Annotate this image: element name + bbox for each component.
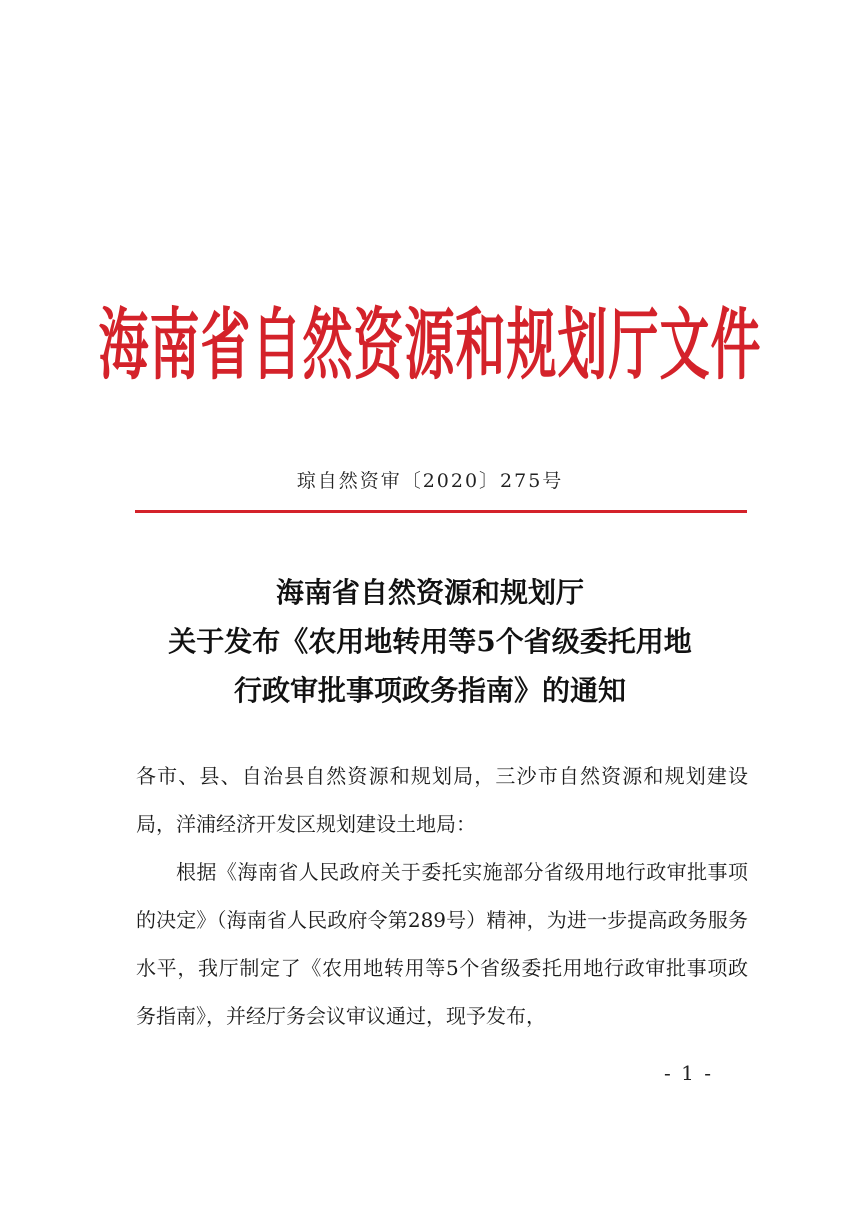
document-number: 琼自然资审〔2020〕275号	[296, 470, 564, 492]
notice-title-line-1: 海南省自然资源和规划厅	[275, 576, 584, 609]
document-header-title: 海南省自然资源和规划厅文件	[98, 300, 762, 390]
page-number: - 1 -	[664, 1061, 713, 1085]
notice-title-line-2: 关于发布《农用地转用等5个省级委托用地	[168, 625, 692, 658]
header-divider-rule	[135, 510, 747, 513]
notice-title	[0, 568, 860, 715]
addressee-paragraph: 各市、县、自治县自然资源和规划局，三沙市自然资源和规划建设局，洋浦经济开发区规划建设土地局：	[136, 764, 748, 836]
notice-title-line-3: 行政审批事项政务指南》的通知	[233, 674, 626, 707]
body-paragraph-1: 根据《海南省人民政府关于委托实施部分省级用地行政审批事项的决定》（海南省人民政府令第289号）精神，为进一步提高政务服务水平，我厅制定了《农用地转用等5个省级委托用地行政审批事项政务指南》，并经厅务会议审议通过，现予发布，	[136, 860, 748, 1028]
notice-body	[136, 752, 748, 1040]
